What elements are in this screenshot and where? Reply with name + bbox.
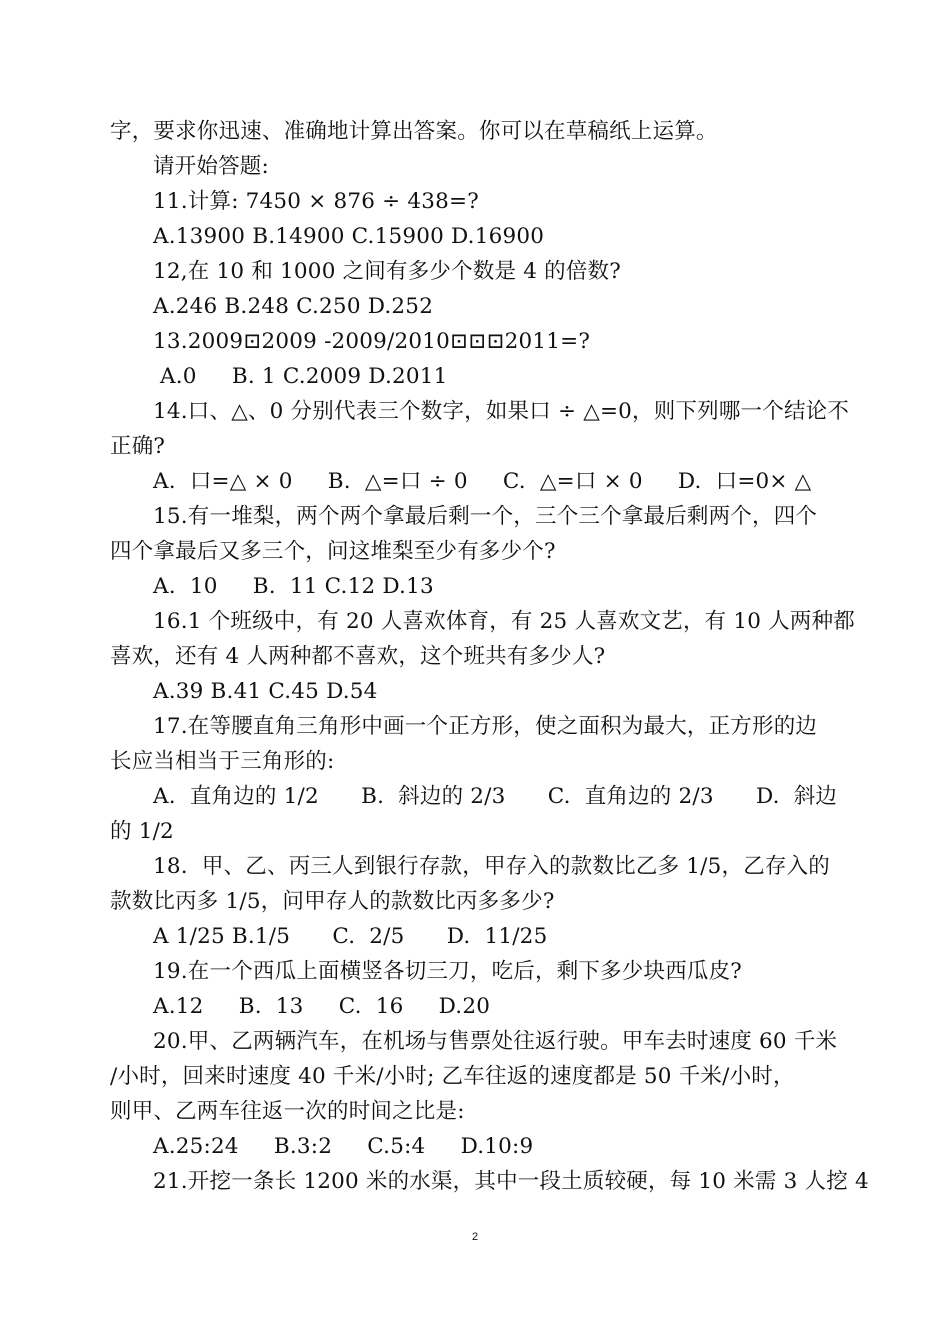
question-20-cont2: 则甲、乙两车往返一次的时间之比是:: [110, 1099, 465, 1124]
question-20-cont: /小时，回来时速度 40 千米/小时; 乙车往返的速度都是 50 千米/小时，: [110, 1064, 795, 1089]
question-14-cont: 正确?: [110, 434, 166, 459]
question-15: 15.有一堆梨，两个两个拿最后剩一个，三个三个拿最后剩两个，四个: [153, 504, 818, 529]
question-17: 17.在等腰直角三角形中画一个正方形，使之面积为最大，正方形的边: [153, 714, 818, 739]
question-19: 19.在一个西瓜上面横竖各切三刀，吃后，剩下多少块西瓜皮?: [153, 959, 743, 984]
text-line: 字，要求你迅速、准确地计算出答案。你可以在草稿纸上运算。: [110, 119, 718, 144]
options-11: A.13900 B.14900 C.15900 D.16900: [153, 224, 545, 249]
question-12: 12,在 10 和 1000 之间有多少个数是 4 的倍数?: [153, 259, 621, 284]
options-17: A. 直角边的 1/2 B. 斜边的 2/3 C. 直角边的 2/3 D. 斜边: [153, 784, 838, 809]
question-21: 21.开挖一条长 1200 米的水渠，其中一段土质较硬，每 10 米需 3 人挖 4: [153, 1169, 869, 1194]
options-20: A.25:24 B.3:2 C.5:4 D.10:9: [153, 1134, 534, 1159]
question-17-cont: 长应当相当于三角形的:: [110, 749, 335, 774]
options-18: A 1/25 B.1/5 C. 2/5 D. 11/25: [153, 924, 548, 949]
options-12: A.246 B.248 C.250 D.252: [153, 294, 434, 319]
options-15: A. 10 B. 11 C.12 D.13: [153, 574, 434, 599]
text-line: 请开始答题:: [153, 154, 269, 179]
question-11: 11.计算: 7450 × 876 ÷ 438=?: [153, 189, 479, 214]
question-13: 13.2009⊡2009 -2009/2010⊡⊡⊡2011=?: [153, 329, 591, 354]
question-16: 16.1 个班级中，有 20 人喜欢体育，有 25 人喜欢文艺，有 10 人两种都: [153, 609, 855, 634]
page-number: 2: [471, 1231, 479, 1243]
question-18-cont: 款数比丙多 1/5，问甲存人的款数比丙多多少?: [110, 889, 555, 914]
question-15-cont: 四个拿最后又多三个，问这堆梨至少有多少个?: [110, 539, 556, 564]
options-17-cont: 的 1/2: [110, 819, 174, 844]
options-19: A.12 B. 13 C. 16 D.20: [153, 994, 491, 1019]
question-16-cont: 喜欢，还有 4 人两种都不喜欢，这个班共有多少人?: [110, 644, 606, 669]
options-13: A.0 B. 1 C.2009 D.2011: [153, 364, 448, 389]
options-16: A.39 B.41 C.45 D.54: [153, 679, 378, 704]
question-14: 14.口、△、0 分别代表三个数字，如果口 ÷ △=0，则下列哪一个结论不: [153, 399, 850, 424]
question-20: 20.甲、乙两辆汽车，在机场与售票处往返行驶。甲车去时速度 60 千米: [153, 1029, 838, 1054]
question-18: 18. 甲、乙、丙三人到银行存款，甲存入的款数比乙多 1/5，乙存入的: [153, 854, 830, 879]
options-14: A. 口=△ × 0 B. △=口 ÷ 0 C. △=口 × 0 D. 口=0× △: [153, 469, 812, 494]
